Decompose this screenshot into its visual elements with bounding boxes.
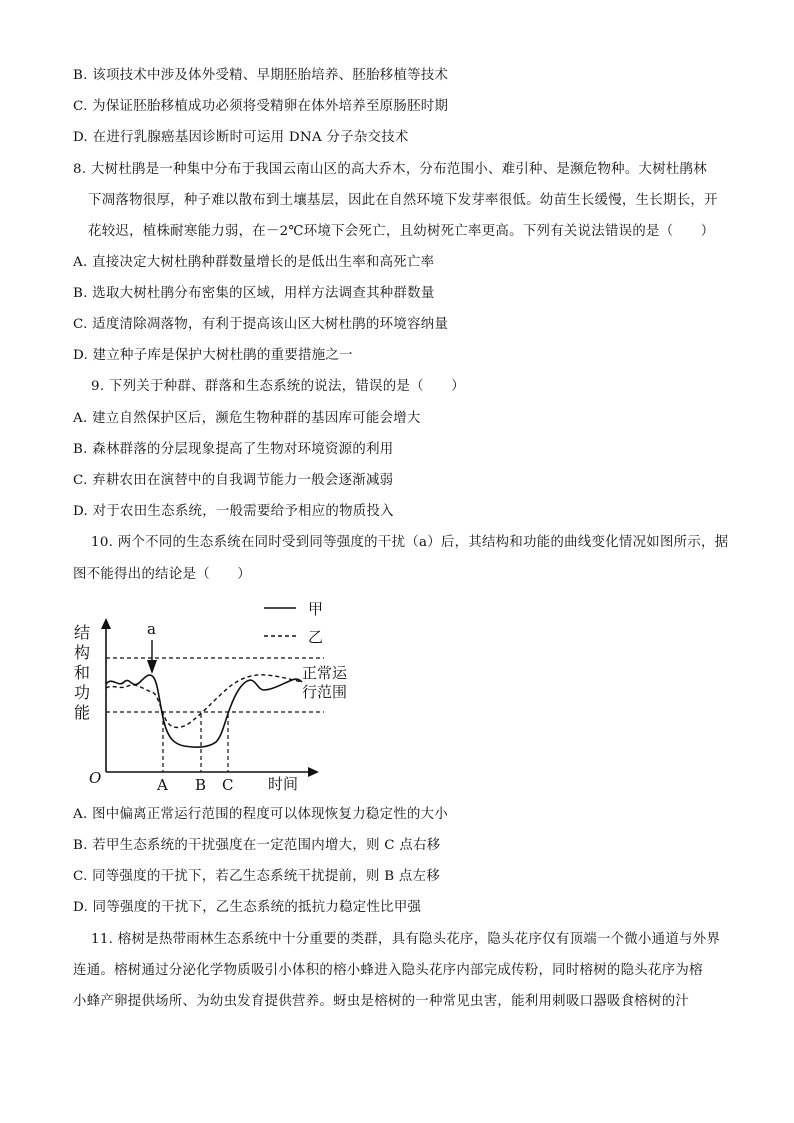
option-10b: B. 若甲生态系统的干扰强度在一定范围内增大，则 C 点右移 [73,838,441,853]
question-8-line-1: 8. 大树杜鹃是一种集中分布于我国云南山区的高大乔木，分布范围小、难引种、是濒危物种。大树杜鹃林 [73,162,708,177]
ylabel-char-1: 结 [74,623,91,642]
curve-yi [106,675,302,728]
question-8-line-3: 花较迟，植株耐寒能力弱，在－2℃环境下会死亡，且幼树死亡率更高。下列有关说法错误的是（ ） [88,224,715,239]
range-label-2: 行范围 [302,683,348,701]
option-10d: D. 同等强度的干扰下，乙生态系统的抵抗力稳定性比甲强 [73,900,422,915]
question-11-line-2: 连通。榕树通过分泌化学物质吸引小体积的榕小蜂进入隐头花序内部完成传粉，同时榕树的隐头花序为榕 [73,963,703,978]
option-8b: B. 选取大树杜鹃分布密集的区域，用样方法调查其种群数量 [73,286,435,301]
ylabel-char-2: 构 [74,643,91,662]
ylabel-char-3: 和 [74,663,91,682]
ylabel-char-5: 能 [74,703,91,722]
option-9b: B. 森林群落的分层现象提高了生物对环境资源的利用 [73,442,394,457]
option-9c: C. 弃耕农田在演替中的自我调节能力一般会逐渐减弱 [73,473,394,488]
option-8c: C. 适度清除凋落物，有利于提高该山区大树杜鹃的环境容纳量 [73,317,449,332]
question-9: 9. 下列关于种群、群落和生态系统的说法，错误的是（ ） [91,379,465,394]
option-7c: C. 为保证胚胎移植成功必须将受精卵在体外培养至原肠胚时期 [73,99,449,114]
option-7d: D. 在进行乳腺癌基因诊断时可运用 DNA 分子杂交技术 [73,130,409,145]
legend-dashed-label: 乙 [308,628,324,646]
question-11-line-1: 11. 榕树是热带雨林生态系统中十分重要的类群，具有隐头花序，隐头花序仅有顶端一个微小通道与外界 [91,932,721,947]
option-10c: C. 同等强度的干扰下，若乙生态系统干扰提前，则 B 点左移 [73,869,441,884]
option-9a: A. 建立自然保护区后，濒危生物种群的基因库可能会增大 [73,411,421,426]
point-a-label: A [157,776,168,792]
origin-label: O [89,769,102,787]
x-axis-arrow [308,767,319,777]
option-8d: D. 建立种子库是保护大树杜鹃的重要措施之一 [73,348,353,363]
option-8a: A. 直接决定大树杜鹃种群数量增长的是低出生率和高死亡率 [73,255,435,270]
point-c-label: C [222,776,234,792]
question-8-line-2: 下凋落物很厚，种子难以散布到土壤基层，因此在自然环境下发芽率很低。幼苗生长缓慢，生长期长，开 [88,193,718,208]
y-axis-arrow [101,618,111,629]
question-11-line-3: 小蜂产卵提供场所、为幼虫发育提供营养。蚜虫是榕树的一种常见虫害，能利用刺吸口器吸食榕树的汁 [73,994,690,1009]
structure-function-figure [70,596,360,792]
option-9d: D. 对于农田生态系统，一般需要给予相应的物质投入 [73,504,394,519]
legend-solid-label: 甲 [308,600,324,618]
disturbance-arrow-head [147,660,157,674]
question-10-line-2: 图不能得出的结论是（ ） [73,567,251,582]
question-10-line-1: 10. 两个不同的生态系统在同时受到同等强度的干扰（a）后，其结构和功能的曲线变化情况如图所示，据 [91,535,729,550]
option-10a: A. 图中偏离正常运行范围的程度可以体现恢复力稳定性的大小 [73,807,449,822]
range-label-1: 正常运 [302,664,348,682]
point-b-label: B [195,776,207,792]
xlabel: 时间 [268,775,299,792]
disturbance-label: a [147,620,156,638]
option-7b: B. 该项技术中涉及体外受精、早期胚胎培养、胚胎移植等技术 [73,68,449,83]
ylabel-char-4: 功 [74,683,91,702]
